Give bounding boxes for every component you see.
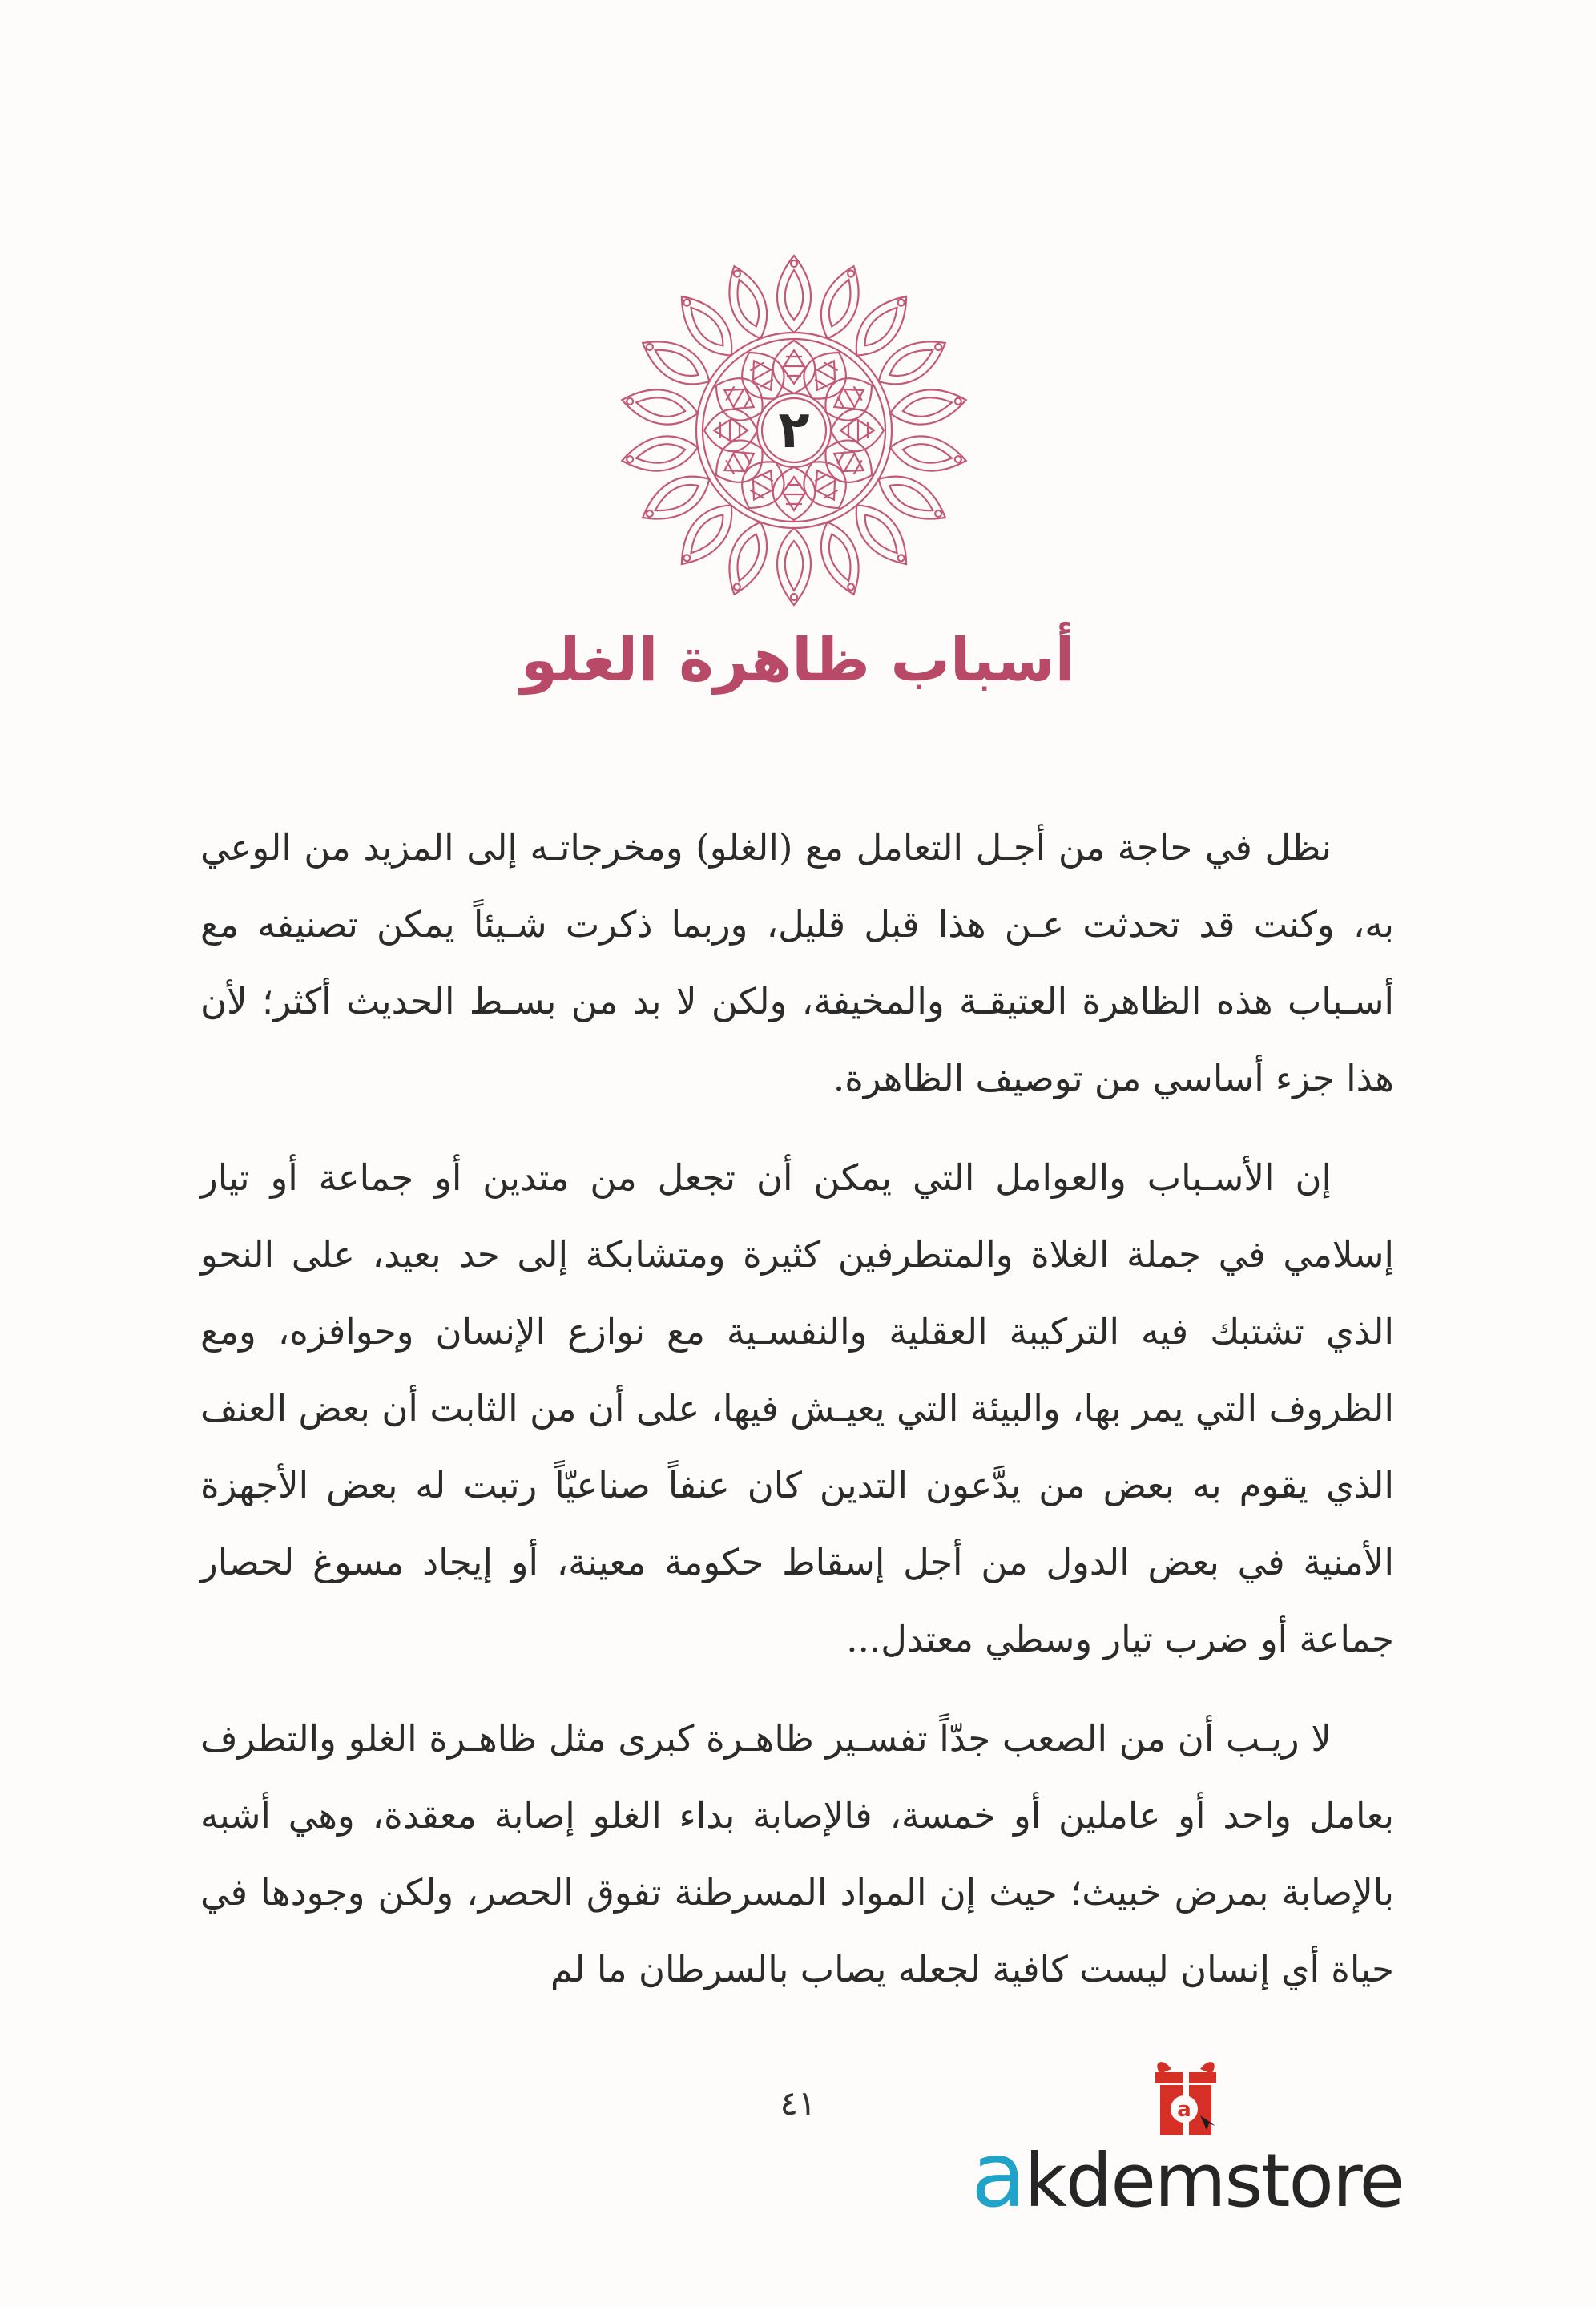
logo-wordmark: kdemstore [1024,2138,1404,2224]
svg-text:a: a [1177,2098,1191,2122]
logo-letter-a: a [971,2123,1025,2228]
page-number: ٤١ [780,2083,816,2123]
chapter-title: أسباب ظاهرة الغلو [520,626,1076,695]
paragraph: نظل في حاجة من أجـل التعامل مع (الغلو) ومخرجاتـه إلى المزيد من الوعي به، وكنت قد تحدثت عـن هذا قبل قليل، وربما ذكرت شـيئاً يمكن تصنيفه مع أسـباب هذه الظاهرة العتيقـة والمخيفة، ولكن لا بد من بسـط الحديث أكثر؛ لأن هذا جزء أساسي من توصيف الظاهرة. [200,826,1394,1099]
watermark-logo [971,2123,1420,2228]
paragraph: إن الأسـباب والعوامل التي يمكن أن تجعل من متدين أو جماعة أو تيار إسلامي في جملة الغلاة والمتطرفين كثيرة ومتشابكة إلى حد بعيد، على النحو الذي تشتبك فيه التركيبة العقلية والنفسـية مع نوازع الإنسان وحوافزه، ومع الظروف التي يمر بها، والبيئة التي يعيـش فيها، على أن من الثابت أن بعض العنف الذي يقوم به بعض من يدَّعون التدين كان عنفاً صناعيّاً رتبت له بعض الأجهزة الأمنية في بعض الدول من أجل إسقاط حكومة معينة، أو إيجاد مسوغ لحصار جماعة أو ضرب تيار وسطي معتدل... [200,1156,1394,1660]
paragraph: لا ريـب أن من الصعب جدّاً تفسـير ظاهـرة كبرى مثل ظاهـرة الغلو والتطرف بعامل واحد أو عاملين أو خمسة، فالإصابة بداء الغلو إصابة معقدة، وهي أشبه بالإصابة بمرض خبيث؛ حيث إن المواد المسرطنة تفوق الحصر، ولكن وجودها في حياة أي إنسان ليست كافية لجعله يصاب بالسرطان ما لم [200,1717,1394,1990]
body-text [200,809,1394,2031]
mandala-ornament [614,250,974,611]
chapter-number: ٢ [778,401,810,460]
